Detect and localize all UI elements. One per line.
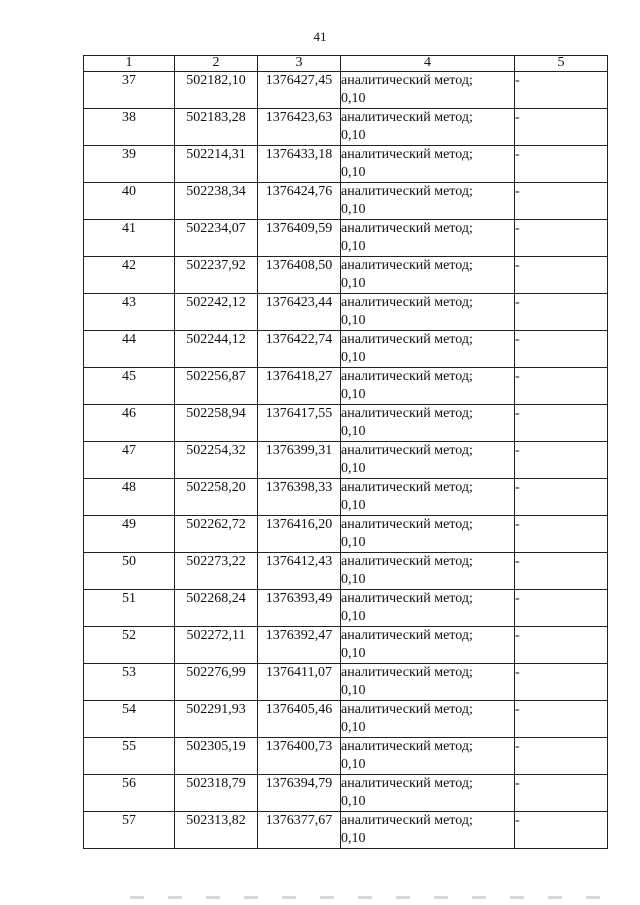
point-number-cell: 46: [84, 405, 175, 442]
note-cell: -: [515, 72, 608, 109]
method-text: аналитический метод;: [341, 776, 473, 791]
y-coordinate-cell: 1376405,46: [258, 701, 341, 738]
y-coordinate-cell: 1376408,50: [258, 257, 341, 294]
y-coordinate-cell: 1376399,31: [258, 442, 341, 479]
y-coordinate-cell: 1376393,49: [258, 590, 341, 627]
x-coordinate-cell: 502238,34: [175, 183, 258, 220]
x-coordinate-cell: 502237,92: [175, 257, 258, 294]
table-row: [84, 109, 608, 146]
method-text: аналитический метод;: [341, 480, 473, 495]
table-row: [84, 516, 608, 553]
accuracy-text: 0,10: [341, 276, 366, 291]
method-cell: [341, 775, 515, 812]
x-coordinate-cell: 502276,99: [175, 664, 258, 701]
accuracy-text: 0,10: [341, 387, 366, 402]
accuracy-text: 0,10: [341, 239, 366, 254]
method-cell: [341, 331, 515, 368]
accuracy-text: 0,10: [341, 498, 366, 513]
point-number-cell: 50: [84, 553, 175, 590]
method-text: аналитический метод;: [341, 739, 473, 754]
y-coordinate-cell: 1376400,73: [258, 738, 341, 775]
method-cell: [341, 701, 515, 738]
table-row: [84, 331, 608, 368]
method-cell: [341, 220, 515, 257]
x-coordinate-cell: 502318,79: [175, 775, 258, 812]
table-row: [84, 479, 608, 516]
table-row: [84, 368, 608, 405]
table-row: [84, 553, 608, 590]
table-header-row: [84, 56, 608, 72]
method-cell: [341, 479, 515, 516]
method-text: аналитический метод;: [341, 295, 473, 310]
table-row: [84, 146, 608, 183]
point-number-cell: 56: [84, 775, 175, 812]
table-row: [84, 72, 608, 109]
column-header-5: 5: [515, 56, 608, 72]
method-cell: [341, 257, 515, 294]
y-coordinate-cell: 1376412,43: [258, 553, 341, 590]
method-cell: [341, 368, 515, 405]
point-number-cell: 47: [84, 442, 175, 479]
x-coordinate-cell: 502273,22: [175, 553, 258, 590]
note-cell: -: [515, 664, 608, 701]
note-cell: -: [515, 442, 608, 479]
point-number-cell: 49: [84, 516, 175, 553]
note-cell: -: [515, 146, 608, 183]
column-header-1: 1: [84, 56, 175, 72]
point-number-cell: 41: [84, 220, 175, 257]
method-text: аналитический метод;: [341, 517, 473, 532]
accuracy-text: 0,10: [341, 831, 366, 846]
accuracy-text: 0,10: [341, 424, 366, 439]
point-number-cell: 37: [84, 72, 175, 109]
table-row: [84, 405, 608, 442]
method-text: аналитический метод;: [341, 369, 473, 384]
method-cell: [341, 109, 515, 146]
coordinates-table: [83, 55, 608, 849]
y-coordinate-cell: 1376423,44: [258, 294, 341, 331]
table-row: [84, 590, 608, 627]
method-text: аналитический метод;: [341, 258, 473, 273]
method-text: аналитический метод;: [341, 702, 473, 717]
accuracy-text: 0,10: [341, 757, 366, 772]
method-text: аналитический метод;: [341, 665, 473, 680]
method-cell: [341, 72, 515, 109]
y-coordinate-cell: 1376377,67: [258, 812, 341, 849]
scan-artifact: [130, 896, 610, 899]
method-text: аналитический метод;: [341, 147, 473, 162]
point-number-cell: 57: [84, 812, 175, 849]
method-text: аналитический метод;: [341, 628, 473, 643]
x-coordinate-cell: 502258,94: [175, 405, 258, 442]
table-row: [84, 257, 608, 294]
method-cell: [341, 812, 515, 849]
point-number-cell: 43: [84, 294, 175, 331]
method-text: аналитический метод;: [341, 221, 473, 236]
point-number-cell: 48: [84, 479, 175, 516]
note-cell: -: [515, 701, 608, 738]
y-coordinate-cell: 1376411,07: [258, 664, 341, 701]
x-coordinate-cell: 502272,11: [175, 627, 258, 664]
method-cell: [341, 516, 515, 553]
table-row: [84, 664, 608, 701]
x-coordinate-cell: 502244,12: [175, 331, 258, 368]
method-text: аналитический метод;: [341, 443, 473, 458]
note-cell: -: [515, 590, 608, 627]
table-row: [84, 701, 608, 738]
accuracy-text: 0,10: [341, 572, 366, 587]
x-coordinate-cell: 502313,82: [175, 812, 258, 849]
note-cell: -: [515, 553, 608, 590]
point-number-cell: 45: [84, 368, 175, 405]
method-cell: [341, 664, 515, 701]
point-number-cell: 53: [84, 664, 175, 701]
table-row: [84, 627, 608, 664]
y-coordinate-cell: 1376418,27: [258, 368, 341, 405]
x-coordinate-cell: 502262,72: [175, 516, 258, 553]
point-number-cell: 38: [84, 109, 175, 146]
x-coordinate-cell: 502291,93: [175, 701, 258, 738]
method-text: аналитический метод;: [341, 184, 473, 199]
point-number-cell: 54: [84, 701, 175, 738]
method-text: аналитический метод;: [341, 73, 473, 88]
table-row: [84, 183, 608, 220]
method-cell: [341, 183, 515, 220]
note-cell: -: [515, 738, 608, 775]
note-cell: -: [515, 109, 608, 146]
y-coordinate-cell: 1376417,55: [258, 405, 341, 442]
method-cell: [341, 738, 515, 775]
y-coordinate-cell: 1376422,74: [258, 331, 341, 368]
accuracy-text: 0,10: [341, 720, 366, 735]
point-number-cell: 51: [84, 590, 175, 627]
note-cell: -: [515, 516, 608, 553]
table-row: [84, 442, 608, 479]
y-coordinate-cell: 1376416,20: [258, 516, 341, 553]
accuracy-text: 0,10: [341, 683, 366, 698]
x-coordinate-cell: 502182,10: [175, 72, 258, 109]
note-cell: -: [515, 220, 608, 257]
table-row: [84, 812, 608, 849]
y-coordinate-cell: 1376398,33: [258, 479, 341, 516]
page-number: 41: [313, 29, 327, 44]
method-text: аналитический метод;: [341, 406, 473, 421]
y-coordinate-cell: 1376423,63: [258, 109, 341, 146]
x-coordinate-cell: 502256,87: [175, 368, 258, 405]
column-header-2: 2: [175, 56, 258, 72]
x-coordinate-cell: 502258,20: [175, 479, 258, 516]
y-coordinate-cell: 1376394,79: [258, 775, 341, 812]
note-cell: -: [515, 812, 608, 849]
accuracy-text: 0,10: [341, 313, 366, 328]
method-text: аналитический метод;: [341, 813, 473, 828]
x-coordinate-cell: 502234,07: [175, 220, 258, 257]
method-cell: [341, 553, 515, 590]
accuracy-text: 0,10: [341, 609, 366, 624]
note-cell: -: [515, 331, 608, 368]
point-number-cell: 39: [84, 146, 175, 183]
x-coordinate-cell: 502183,28: [175, 109, 258, 146]
accuracy-text: 0,10: [341, 350, 366, 365]
y-coordinate-cell: 1376409,59: [258, 220, 341, 257]
note-cell: -: [515, 627, 608, 664]
note-cell: -: [515, 368, 608, 405]
note-cell: -: [515, 775, 608, 812]
point-number-cell: 55: [84, 738, 175, 775]
note-cell: -: [515, 405, 608, 442]
point-number-cell: 52: [84, 627, 175, 664]
method-text: аналитический метод;: [341, 591, 473, 606]
method-cell: [341, 627, 515, 664]
y-coordinate-cell: 1376433,18: [258, 146, 341, 183]
accuracy-text: 0,10: [341, 794, 366, 809]
note-cell: -: [515, 257, 608, 294]
x-coordinate-cell: 502268,24: [175, 590, 258, 627]
method-cell: [341, 146, 515, 183]
column-header-4: 4: [341, 56, 515, 72]
x-coordinate-cell: 502254,32: [175, 442, 258, 479]
method-text: аналитический метод;: [341, 332, 473, 347]
table-row: [84, 294, 608, 331]
point-number-cell: 42: [84, 257, 175, 294]
x-coordinate-cell: 502214,31: [175, 146, 258, 183]
accuracy-text: 0,10: [341, 91, 366, 106]
x-coordinate-cell: 502242,12: [175, 294, 258, 331]
y-coordinate-cell: 1376392,47: [258, 627, 341, 664]
y-coordinate-cell: 1376424,76: [258, 183, 341, 220]
method-cell: [341, 590, 515, 627]
accuracy-text: 0,10: [341, 128, 366, 143]
method-cell: [341, 294, 515, 331]
note-cell: -: [515, 479, 608, 516]
x-coordinate-cell: 502305,19: [175, 738, 258, 775]
table-row: [84, 775, 608, 812]
method-cell: [341, 405, 515, 442]
accuracy-text: 0,10: [341, 165, 366, 180]
point-number-cell: 40: [84, 183, 175, 220]
accuracy-text: 0,10: [341, 646, 366, 661]
note-cell: -: [515, 183, 608, 220]
column-header-3: 3: [258, 56, 341, 72]
note-cell: -: [515, 294, 608, 331]
y-coordinate-cell: 1376427,45: [258, 72, 341, 109]
point-number-cell: 44: [84, 331, 175, 368]
table-row: [84, 220, 608, 257]
accuracy-text: 0,10: [341, 202, 366, 217]
accuracy-text: 0,10: [341, 461, 366, 476]
table-row: [84, 738, 608, 775]
method-text: аналитический метод;: [341, 554, 473, 569]
accuracy-text: 0,10: [341, 535, 366, 550]
method-text: аналитический метод;: [341, 110, 473, 125]
method-cell: [341, 442, 515, 479]
